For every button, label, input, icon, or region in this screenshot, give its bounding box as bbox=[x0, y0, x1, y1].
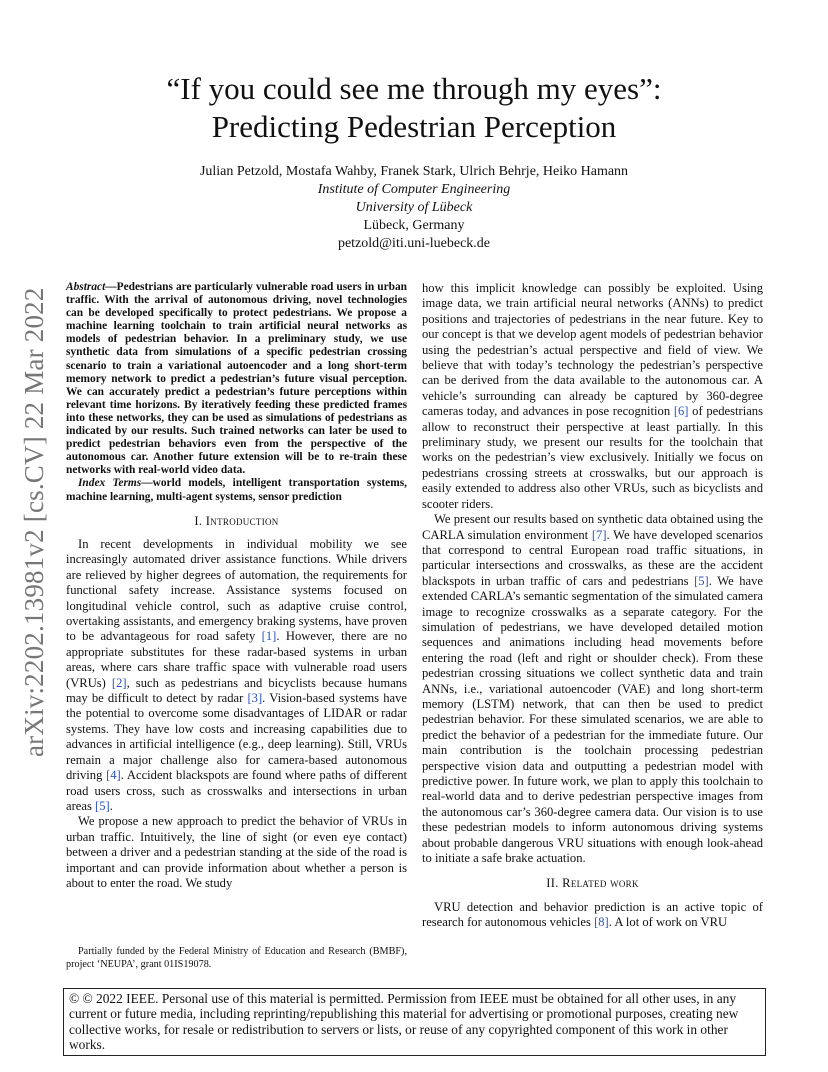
text-run: We present our results based on synthetic data obtained using the CARLA simulation environment bbox=[422, 512, 763, 542]
arxiv-stamp: arXiv:2202.13981v2 [cs.CV] 22 Mar 2022 bbox=[19, 287, 49, 758]
right-column bbox=[422, 281, 763, 931]
funding-footnote: Partially funded by the Federal Ministry of Education and Research (BMBF), project ‘NEUPA’, grant 01IS19078. bbox=[66, 946, 407, 970]
intro-paragraph-2: We propose a new approach to predict the behavior of VRUs in urban traffic. Intuitively, the line of sight (or even eye contact) between a driver and a pedestrian standing at the side of the road is important and can provide information about whether a person is about to enter the road. We study bbox=[66, 814, 407, 890]
institute: Institute of Computer Engineering bbox=[317, 182, 511, 197]
related-paragraph-1 bbox=[422, 900, 763, 931]
copyright-notice: © © 2022 IEEE. Personal use of this material is permitted. Permission from IEEE must be obtained for all other uses, in any current or future media, including reprinting/republishing this material for advertising or promotional purposes, creating new collective works, for resale or redistribution to servers or lists, or reuse of any copyrighted component of this work in other works. bbox=[63, 988, 766, 1056]
text-run: In recent developments in individual mobility we see increasingly automated driver assistance functions. While drivers are relieved by higher degrees of automation, the requirements for functional safety increase. Assistance systems focused on longitudinal vehicle control, such as adaptive cruise control, overtaking assistants, and emergency braking systems, have proven to be advantageous for road safety bbox=[66, 537, 407, 644]
citation-link[interactable]: [1] bbox=[261, 629, 277, 644]
university: University of Lübeck bbox=[355, 200, 473, 215]
citation-link[interactable]: [6] bbox=[673, 404, 689, 419]
citation-link[interactable]: [5] bbox=[694, 573, 709, 588]
text-run: how this implicit knowledge can possibly be exploited. Using image data, we train artificial neural networks (ANNs) to predict positions and trajectories of pedestrians in the near future. Key to our concept is that we develop agent models of pedestrian behavior using the pedestrian’s actual perspective and field of view. We believe that with today’s technology the pedestrian’s perspective can be derived from the data available to the autonomous car. A vehicle’s surrounding can already be captured by 360-degree cameras today, and advances in pose recognition bbox=[422, 281, 763, 419]
section-heading-introduction bbox=[66, 514, 407, 529]
text-run: . A lot of work on VRU bbox=[608, 915, 728, 930]
citation-link[interactable]: [3] bbox=[247, 691, 263, 706]
intro-paragraph-3 bbox=[422, 512, 763, 866]
location: Lübeck, Germany bbox=[363, 218, 465, 233]
title-line-1: “If you could see me through my eyes”: bbox=[166, 71, 662, 106]
text-run: . Vision-based systems have the potential to overcome some disadvantages of LIDAR or radar systems. They have low costs and increasing capabilities due to advances in artificial intelligence (e.g., deep learning). Still, VRUs remain a major challenge also for camera-based autonomous driving bbox=[66, 691, 407, 783]
citation-link[interactable]: [7] bbox=[591, 527, 607, 542]
section-title: Related work bbox=[562, 876, 639, 891]
text-run: . bbox=[109, 798, 113, 813]
text-run: . However, there are no appropriate substitutes for these radar-based systems in urban areas, where cars share traffic space with vulnerable road users (VRUs) bbox=[66, 629, 407, 690]
email: petzold@iti.uni-luebeck.de bbox=[337, 236, 491, 251]
text-run: . Accident blackspots are found where paths of different road users cross, such as crosswalks and intersections in urban areas bbox=[66, 768, 407, 813]
abstract bbox=[66, 281, 407, 477]
citation-link[interactable]: [2] bbox=[111, 675, 127, 690]
author-block bbox=[100, 163, 728, 253]
text-run: , such as pedestrians and bicyclists because humans may be difficult to detect by radar bbox=[66, 675, 408, 706]
section-number: II. bbox=[546, 876, 563, 891]
text-run: . We have developed scenarios that correspond to central European road traffic situations, in particular intersections and crosswalks, as these are the accident blackspots in urban traffic of cars and pedestrians bbox=[422, 527, 763, 588]
abstract-text: —Pedestrians are particularly vulnerable road users in urban traffic. With the arrival of autonomous driving, novel technologies can be developed specifically to protect pedestrians. We propose a machine learning toolchain to train artificial neural networks as models of pedestrian behavior. In a preliminary study, we use synthetic data from simulations of a specific pedestrian crossing scenario to train a variational autoencoder and a long short-term memory network to predict a pedestrian’s future visual perception. We can accurately predict a pedestrian’s future perceptions within relevant time horizons. By iteratively feeding these predicted frames into these networks, they can be used as simulations of pedestrians as indicated by our results. Such trained networks can later be used to predict pedestrian behaviors even from the perspective of the autonomous car. Another future extension will be to re-train these networks with real-world video data. bbox=[66, 281, 407, 477]
abstract-label: Abstract bbox=[66, 281, 106, 293]
title-line-2: Predicting Pedestrian Perception bbox=[211, 109, 617, 144]
left-column bbox=[66, 281, 407, 891]
citation-link[interactable]: [8] bbox=[594, 915, 609, 930]
citation-link[interactable]: [5] bbox=[95, 798, 110, 813]
text-run: VRU detection and behavior prediction is an active topic of research for autonomous vehicles bbox=[422, 899, 763, 930]
intro-paragraph-2-continued bbox=[422, 281, 763, 512]
citation-link[interactable]: [4] bbox=[106, 768, 121, 783]
index-terms bbox=[66, 477, 407, 503]
index-terms-text: —world models, intelligent transportation systems, machine learning, multi-agent systems, sensor prediction bbox=[66, 477, 407, 503]
paper-title bbox=[60, 70, 768, 146]
authors: Julian Petzold, Mostafa Wahby, Franek Stark, Ulrich Behrje, Heiko Hamann bbox=[199, 164, 629, 179]
section-number: I. bbox=[194, 513, 206, 528]
intro-paragraph-1 bbox=[66, 537, 407, 814]
text-run: of pedestrians allow to reconstruct their perspective at least partially. In this preliminary study, we present our results for the toolchain that works on the pedestrian’s view exclusively. Initially we focus on pedestrians crossing streets at crosswalks, but our approach is easily extended to address also other VRUs, such as bicyclists and scooter riders. bbox=[422, 404, 763, 511]
section-title: Introduction bbox=[205, 513, 279, 528]
text-run: . We have extended CARLA’s semantic segmentation of the simulated camera image to recognize crosswalks as a separate category. For the simulation of pedestrians, we have developed detailed motion sequences and animations including head movements before entering the road (left and right or shoulder check). From these pedestrian crossing situations we collect synthetic data and train ANNs, i.e., variational autoencoder (VAE) and long short-term memory (LSTM) network, that can then be used to predict pedestrian behavior. For these simulated scenarios, we are able to predict the behavior of a pedestrian for the immediate future. Our main contribution is the toolchain processing pedestrian perspective vision data and outputting a pedestrian model with predictive power. In future work, we plan to apply this toolchain to real-world data and to derive pedestrian perspective images from the autonomous car’s 360-degree camera data. Our vision is to use these pedestrian models to inform autonomous driving systems about probable dangerous VRU situations with enough look-ahead to initiate a safe brake actuation. bbox=[422, 573, 763, 866]
section-heading-related-work bbox=[422, 876, 763, 891]
index-terms-label: Index Terms bbox=[78, 477, 142, 490]
